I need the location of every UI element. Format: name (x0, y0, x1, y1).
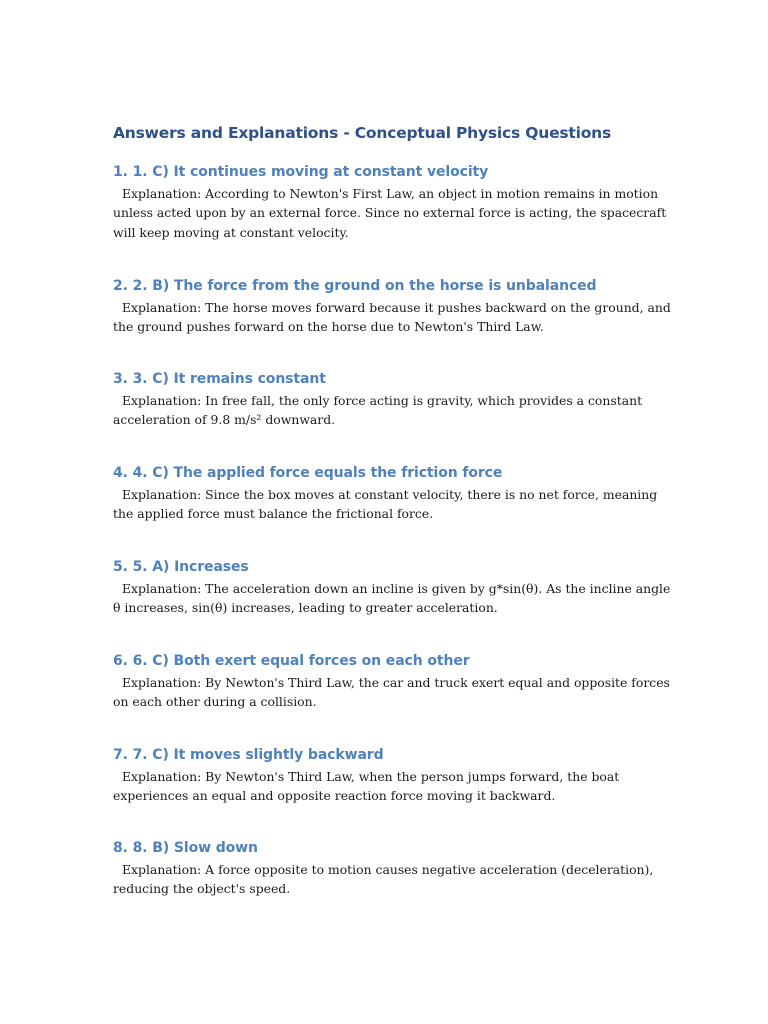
document-title: Answers and Explanations - Conceptual Physics Questions (113, 124, 612, 142)
answer-heading: 3. 3. C) It remains constant (113, 371, 326, 387)
answer-explanation: Explanation: A force opposite to motion causes negative acceleration (deceleration), reducing the object's speed. (113, 862, 654, 897)
answer-heading: 7. 7. C) It moves slightly backward (113, 747, 384, 763)
answer-explanation: Explanation: According to Newton's First Law, an object in motion remains in motion unless acted upon by an external force. Since no external force is acting, the spacecraft will keep moving at constant velocity. (113, 186, 667, 240)
answer-item-6 (113, 651, 673, 712)
answer-item-8 (113, 838, 673, 899)
answer-item-7 (113, 745, 673, 806)
answer-explanation: Explanation: In free fall, the only force acting is gravity, which provides a constant acceleration of 9.8 m/s² downward. (113, 393, 643, 428)
answer-item-5 (113, 557, 673, 618)
answer-item-1 (113, 162, 673, 242)
answer-explanation: Explanation: The horse moves forward because it pushes backward on the ground, and the ground pushes forward on the horse due to Newton's Third Law. (113, 300, 671, 335)
answer-heading: 1. 1. C) It continues moving at constant velocity (113, 164, 489, 180)
answer-heading: 4. 4. C) The applied force equals the friction force (113, 465, 503, 481)
answer-heading: 2. 2. B) The force from the ground on the horse is unbalanced (113, 278, 597, 294)
answer-heading: 6. 6. C) Both exert equal forces on each other (113, 653, 470, 669)
answer-heading: 5. 5. A) Increases (113, 559, 249, 575)
answer-explanation: Explanation: By Newton's Third Law, when the person jumps forward, the boat experiences an equal and opposite reaction force moving it backward. (113, 769, 620, 804)
answer-explanation: Explanation: The acceleration down an incline is given by g*sin(θ). As the incline angle θ increases, sin(θ) increases, leading to greater acceleration. (113, 581, 671, 616)
answer-item-4 (113, 463, 673, 524)
answer-explanation: Explanation: By Newton's Third Law, the car and truck exert equal and opposite forces on each other during a collision. (113, 675, 670, 710)
answer-explanation: Explanation: Since the box moves at constant velocity, there is no net force, meaning the applied force must balance the frictional force. (113, 487, 658, 522)
answer-heading: 8. 8. B) Slow down (113, 840, 258, 856)
answer-item-2 (113, 276, 673, 337)
answer-item-3 (113, 369, 673, 430)
